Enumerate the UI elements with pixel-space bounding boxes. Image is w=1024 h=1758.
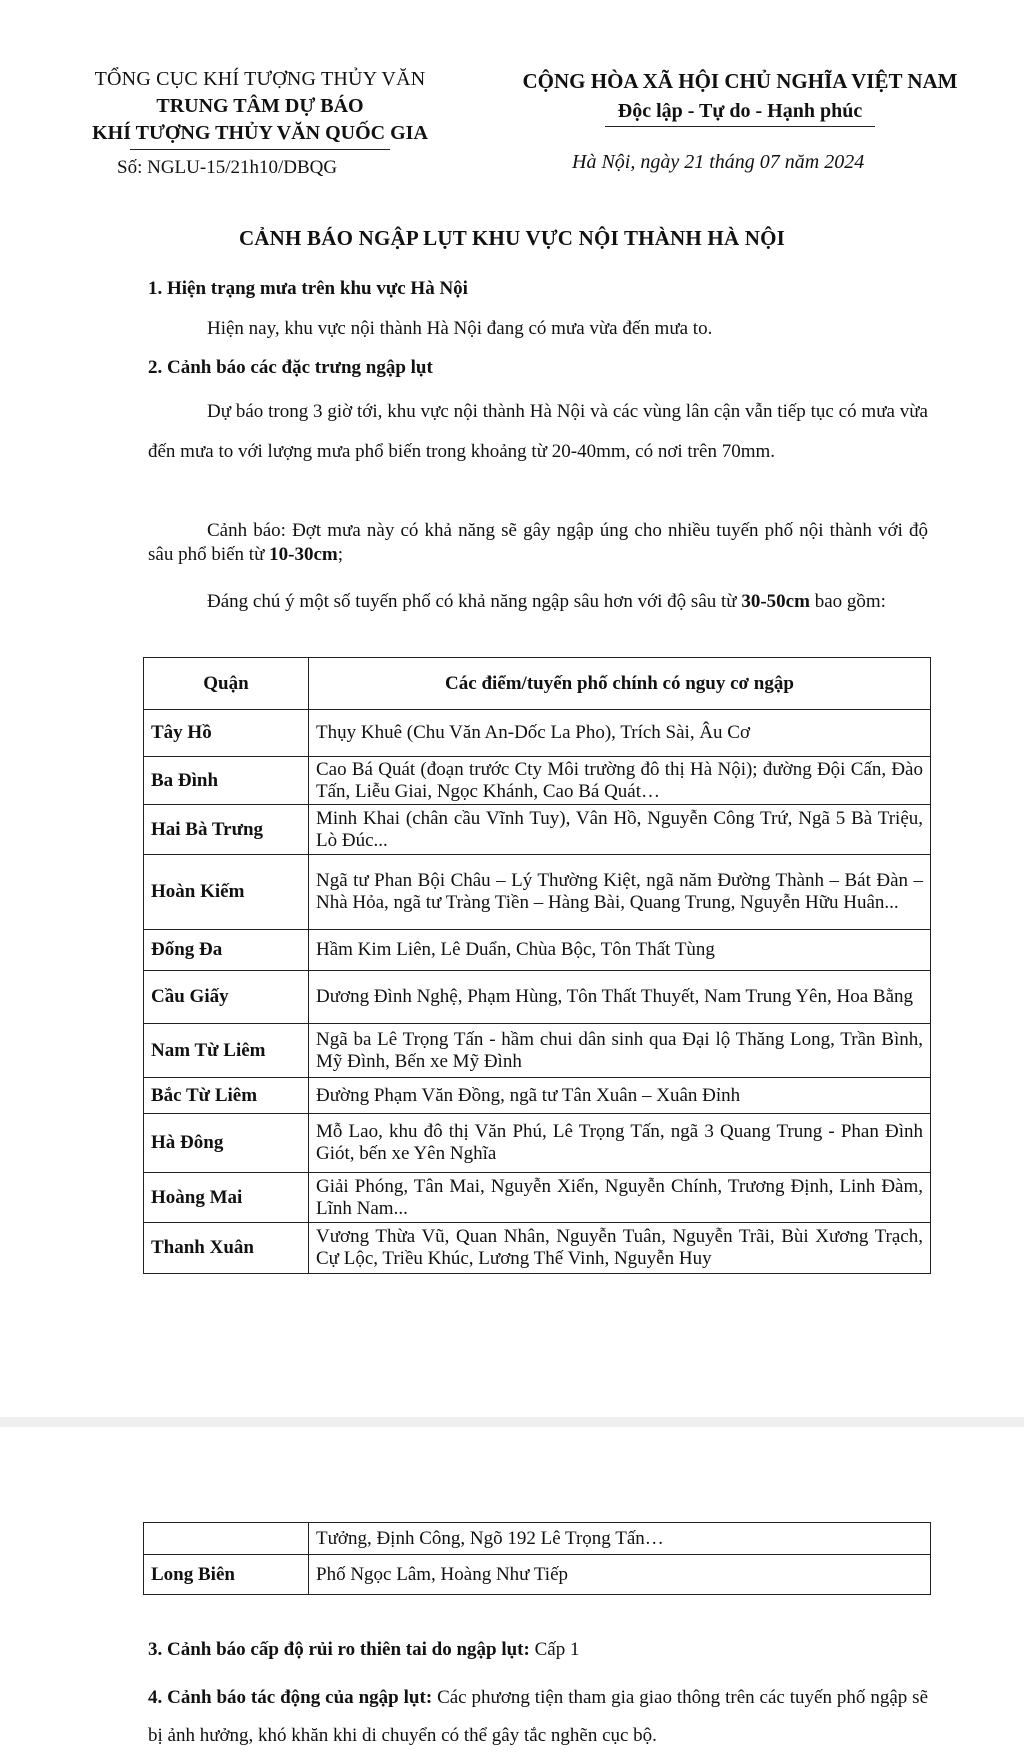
- page-gap: [0, 1417, 1024, 1427]
- agency-line-1: TỔNG CỤC KHÍ TƯỢNG THỦY VĂN: [94, 68, 426, 90]
- streets-cell: Vương Thừa Vũ, Quan Nhân, Nguyễn Tuân, Nguyễn Trãi, Bùi Xương Trạch, Cự Lộc, Triều Khúc, Lương Thế Vinh, Nguyễn Huy: [309, 1223, 931, 1274]
- section-3: [148, 1639, 579, 1661]
- section-2-note: Đáng chú ý một số tuyến phố có khả năng ngập sâu hơn với độ sâu từ 30-50cm bao gồm:: [207, 591, 886, 612]
- table-row: [144, 1114, 931, 1173]
- district-cell: Thanh Xuân: [144, 1223, 309, 1274]
- col-streets-header: Các điểm/tuyến phố chính có nguy cơ ngập: [309, 658, 931, 710]
- district-cell: Hai Bà Trưng: [144, 805, 309, 855]
- district-cell: [144, 1523, 309, 1555]
- table-row: [144, 757, 931, 805]
- flood-table-continued: [143, 1522, 931, 1595]
- district-cell: Hoàn Kiếm: [144, 855, 309, 930]
- district-cell: Cầu Giấy: [144, 971, 309, 1024]
- district-cell: Bắc Từ Liêm: [144, 1078, 309, 1114]
- streets-cell: Ngã ba Lê Trọng Tấn - hầm chui dân sinh qua Đại lộ Thăng Long, Trần Bình, Mỹ Đình, Bến xe Mỹ Đình: [309, 1024, 931, 1078]
- nation-name: CỘNG HÒA XÃ HỘI CHỦ NGHĨA VIỆT NAM: [522, 69, 958, 93]
- table-row: [144, 1173, 931, 1223]
- section-4: [148, 1679, 928, 1755]
- agency-header: [40, 66, 480, 181]
- table-row: [144, 1024, 931, 1078]
- district-cell: Hoàng Mai: [144, 1173, 309, 1223]
- section-4-text: Các phương tiện tham gia giao thông trên các tuyến phố ngập sẽ bị ảnh hưởng, khó khăn khi di chuyển có thể gây tắc nghẽn cục bộ.: [148, 1687, 928, 1746]
- district-cell: Đống Đa: [144, 930, 309, 971]
- warning-depth: 10-30cm: [269, 544, 338, 565]
- agency-underline: [130, 149, 390, 150]
- streets-cell: Cao Bá Quát (đoạn trước Cty Môi trường đô thị Hà Nội); đường Đội Cấn, Đào Tấn, Liễu Giai, Ngọc Khánh, Cao Bá Quát…: [309, 757, 931, 805]
- place-date: Hà Nội, ngày 21 tháng 07 năm 2024: [572, 151, 865, 173]
- district-cell: Hà Đông: [144, 1114, 309, 1173]
- agency-line-3: KHÍ TƯỢNG THỦY VĂN QUỐC GIA: [92, 122, 428, 144]
- table-row: [144, 1223, 931, 1274]
- district-cell: Tây Hồ: [144, 710, 309, 757]
- nation-header: [480, 66, 1000, 177]
- section-1-text: Hiện nay, khu vực nội thành Hà Nội đang có mưa vừa đến mưa to.: [207, 318, 713, 339]
- table-row: [144, 930, 931, 971]
- table-header-row: [144, 658, 931, 710]
- section-1-heading: 1. Hiện trạng mưa trên khu vực Hà Nội: [148, 278, 468, 299]
- table-row: [144, 1078, 931, 1114]
- motto-underline: [605, 126, 875, 127]
- table-row: [144, 805, 931, 855]
- section-2-forecast: Dự báo trong 3 giờ tới, khu vực nội thành Hà Nội và các vùng lân cận vẫn tiếp tục có mưa vừa đến mưa to với lượng mưa phổ biến trong khoảng từ 20-40mm, có nơi trên 70mm.: [148, 401, 928, 462]
- streets-cell: Ngã tư Phan Bội Châu – Lý Thường Kiệt, ngã năm Đường Thành – Bát Đàn – Nhà Hỏa, ngã tư Tràng Tiền – Hàng Bài, Quang Trung, Nguyễn Hữu Huân...: [309, 855, 931, 930]
- section-4-heading: 4. Cảnh báo tác động của ngập lụt:: [148, 1687, 433, 1708]
- streets-cell: Tưởng, Định Công, Ngõ 192 Lê Trọng Tấn…: [309, 1523, 931, 1555]
- district-cell: Long Biên: [144, 1555, 309, 1595]
- table-row: [144, 710, 931, 757]
- agency-line-2: TRUNG TÂM DỰ BÁO: [156, 95, 364, 117]
- nation-motto: Độc lập - Tự do - Hạnh phúc: [617, 100, 863, 122]
- table-row: [144, 1523, 931, 1555]
- table-row: [144, 971, 931, 1024]
- document-page-2: [0, 1427, 1024, 1758]
- streets-cell: Giải Phóng, Tân Mai, Nguyễn Xiển, Nguyễn Chính, Trương Định, Linh Đàm, Lĩnh Nam...: [309, 1173, 931, 1223]
- document-title: CẢNH BÁO NGẬP LỤT KHU VỰC NỘI THÀNH HÀ NỘI: [238, 226, 786, 250]
- col-district-header: Quận: [144, 658, 309, 710]
- district-cell: Nam Từ Liêm: [144, 1024, 309, 1078]
- streets-cell: Phố Ngọc Lâm, Hoàng Như Tiếp: [309, 1555, 931, 1595]
- streets-cell: Thụy Khuê (Chu Văn An-Dốc La Pho), Trích Sài, Âu Cơ: [309, 710, 931, 757]
- streets-cell: Dương Đình Nghệ, Phạm Hùng, Tôn Thất Thuyết, Nam Trung Yên, Hoa Bằng: [309, 971, 931, 1024]
- district-cell: Ba Đình: [144, 757, 309, 805]
- flood-table: [143, 657, 931, 1274]
- doc-number: Số: NGLU-15/21h10/DBQG: [117, 157, 338, 178]
- note-depth: 30-50cm: [741, 591, 810, 612]
- section-2-warning: Cảnh báo: Đợt mưa này có khả năng sẽ gây ngập úng cho nhiều tuyến phố nội thành với độ sâu phổ biến từ 10-30cm;: [148, 520, 928, 565]
- risk-level: Cấp 1: [529, 1639, 580, 1660]
- streets-cell: Đường Phạm Văn Đồng, ngã tư Tân Xuân – Xuân Đỉnh: [309, 1078, 931, 1114]
- streets-cell: Hầm Kim Liên, Lê Duẩn, Chùa Bộc, Tôn Thất Tùng: [309, 930, 931, 971]
- streets-cell: Mỗ Lao, khu đô thị Văn Phú, Lê Trọng Tấn, ngã 3 Quang Trung - Phan Đình Giót, bến xe Yên Nghĩa: [309, 1114, 931, 1173]
- table-row: [144, 855, 931, 930]
- section-3-heading: 3. Cảnh báo cấp độ rủi ro thiên tai do ngập lụt:: [148, 1639, 530, 1660]
- section-2-heading: 2. Cảnh báo các đặc trưng ngập lụt: [148, 357, 433, 378]
- table-row: [144, 1555, 931, 1595]
- streets-cell: Minh Khai (chân cầu Vĩnh Tuy), Vân Hồ, Nguyễn Công Trứ, Ngã 5 Bà Triệu, Lò Đúc...: [309, 805, 931, 855]
